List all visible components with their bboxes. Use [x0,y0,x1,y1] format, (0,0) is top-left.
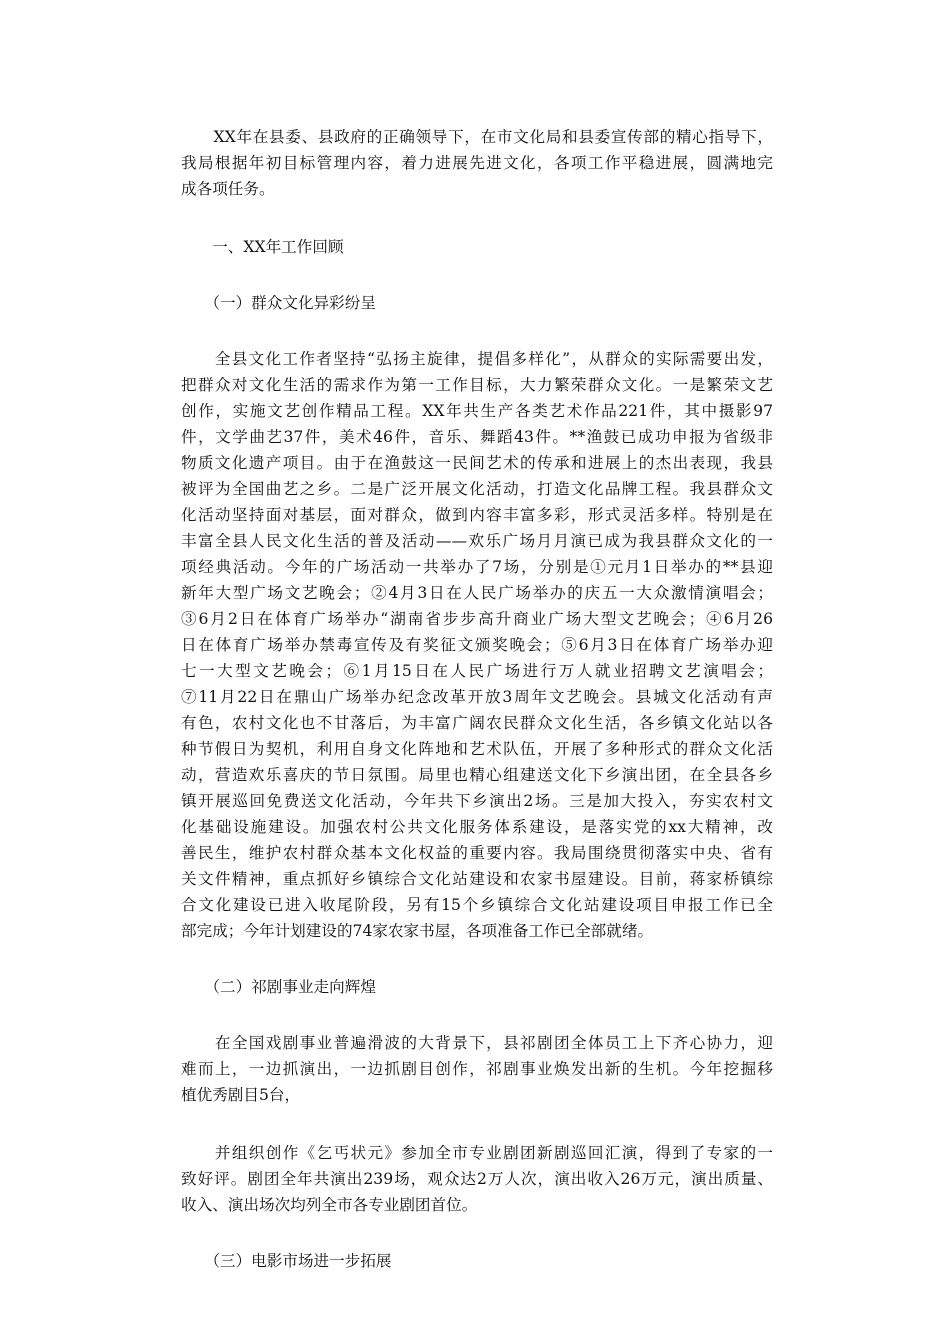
body-paragraph [181,346,773,944]
text-line: 化活动坚持面对基层，面对群众，做到内容丰富多彩，形式灵活多样。特别是在 [181,506,773,524]
text-line: 化基础设施建设。加强农村公共文化服务体系建设，是落实党的xx大精神，改 [181,818,773,836]
text-line: 难而上，一边抓演出，一边抓剧目创作，祁剧事业焕发出新的生机。今年挖掘移 [181,1060,773,1078]
text-line: 把群众对文化生活的需求作为第一工作目标，大力繁荣群众文化。一是繁荣文艺 [181,376,773,394]
text-line: 创作，实施文艺创作精品工程。XX年共生产各类艺术作品221件，其中摄影97 [181,402,773,420]
body-paragraph [181,1030,773,1108]
section-heading: 一、XX年工作回顾 [181,238,344,256]
subsection-heading: （三）电影市场进一步拓展 [181,1252,392,1270]
text-line: 关文件精神，重点抓好乡镇综合文化站建设和农家书屋建设。目前，蒋家桥镇综 [181,870,773,888]
text-line: 我局根据年初目标管理内容，着力进展先进文化，各项工作平稳进展，圆满地完 [181,154,773,172]
body-paragraph [181,1140,773,1218]
spacer [181,944,773,974]
text-line: 镇开展巡回免费送文化活动，今年共下乡演出2场。三是加大投入，夯实农村文 [181,792,773,810]
text-line: 物质文化遗产项目。由于在渔鼓这一民间艺术的传承和进展上的杰出表现，我县 [181,454,773,472]
intro-paragraph [181,124,773,202]
text-line: 项经典活动。今年的广场活动一共举办了7场，分别是①元月1日举办的**县迎 [181,558,773,576]
spacer [181,260,773,290]
spacer [181,1000,773,1030]
text-line: 件，文学曲艺37件，美术46件，音乐、舞蹈43件。**渔鼓已成功申报为省级非 [181,428,773,446]
text-line: 部完成；今年计划建设的74家农家书屋，各项准备工作已全部就绪。 [181,922,654,940]
text-line: 动，营造欢乐喜庆的节日氛围。局里也精心组建送文化下乡演出团，在全县各乡 [181,766,773,784]
subsection-heading: （二）祁剧事业走向辉煌 [181,978,376,996]
text-line: 致好评。剧团全年共演出239场，观众达2万人次，演出收入26万元，演出质量、 [181,1170,773,1188]
text-line: 丰富全县人民文化生活的普及活动——欢乐广场月月演已成为我县群众文化的一 [181,532,773,550]
spacer [181,316,773,346]
text-line: 合文化建设已进入收尾阶段，另有15个乡镇综合文化站建设项目申报工作已全 [181,896,773,914]
text-line: 新年大型广场文艺晚会；②4月3日在人民广场举办的庆五一大众激情演唱会； [181,584,773,602]
text-line: 收入、演出场次均列全市各专业剧团首位。 [181,1196,478,1214]
text-line: 成各项任务。 [181,180,275,198]
text-line: 植优秀剧目5台， [181,1086,301,1104]
subsection-heading: （一）群众文化异彩纷呈 [181,294,376,312]
spacer [181,1218,773,1248]
text-line: 日在体育广场举办禁毒宣传及有奖征文颁奖晚会；⑤6月3日在体育广场举办迎 [181,636,773,654]
spacer [181,202,773,234]
text-line: ③6月2日在体育广场举办“湖南省步步高升商业广场大型文艺晚会；④6月26 [181,610,773,628]
text-line: 种节假日为契机，利用自身文化阵地和艺术队伍，开展了多种形式的群众文化活 [181,740,773,758]
document-body [181,124,773,1274]
text-line: ⑦11月22日在鼎山广场举办纪念改革开放3周年文艺晚会。县城文化活动有声 [181,688,773,706]
text-line: 有色，农村文化也不甘落后，为丰富广阔农民群众文化生活，各乡镇文化站以各 [181,714,773,732]
text-line: 在全国戏剧事业普遍滑波的大背景下，县祁剧团全体员工上下齐心协力，迎 [181,1034,773,1052]
text-line: 善民生，维护农村群众基本文化权益的重要内容。我局围绕贯彻落实中央、省有 [181,844,773,862]
text-line: 并组织创作《乞丐状元》参加全市专业剧团新剧巡回汇演，得到了专家的一 [181,1144,773,1162]
text-line: 七一大型文艺晚会；⑥1月15日在人民广场进行万人就业招聘文艺演唱会； [181,662,773,680]
text-line: 被评为全国曲艺之乡。二是广泛开展文化活动，打造文化品牌工程。我县群众文 [181,480,773,498]
text-line: XX年在县委、县政府的正确领导下，在市文化局和县委宣传部的精心指导下， [181,128,773,146]
text-line: 全县文化工作者坚持“弘扬主旋律，提倡多样化”，从群众的实际需要出发， [181,350,773,368]
spacer [181,1108,773,1140]
